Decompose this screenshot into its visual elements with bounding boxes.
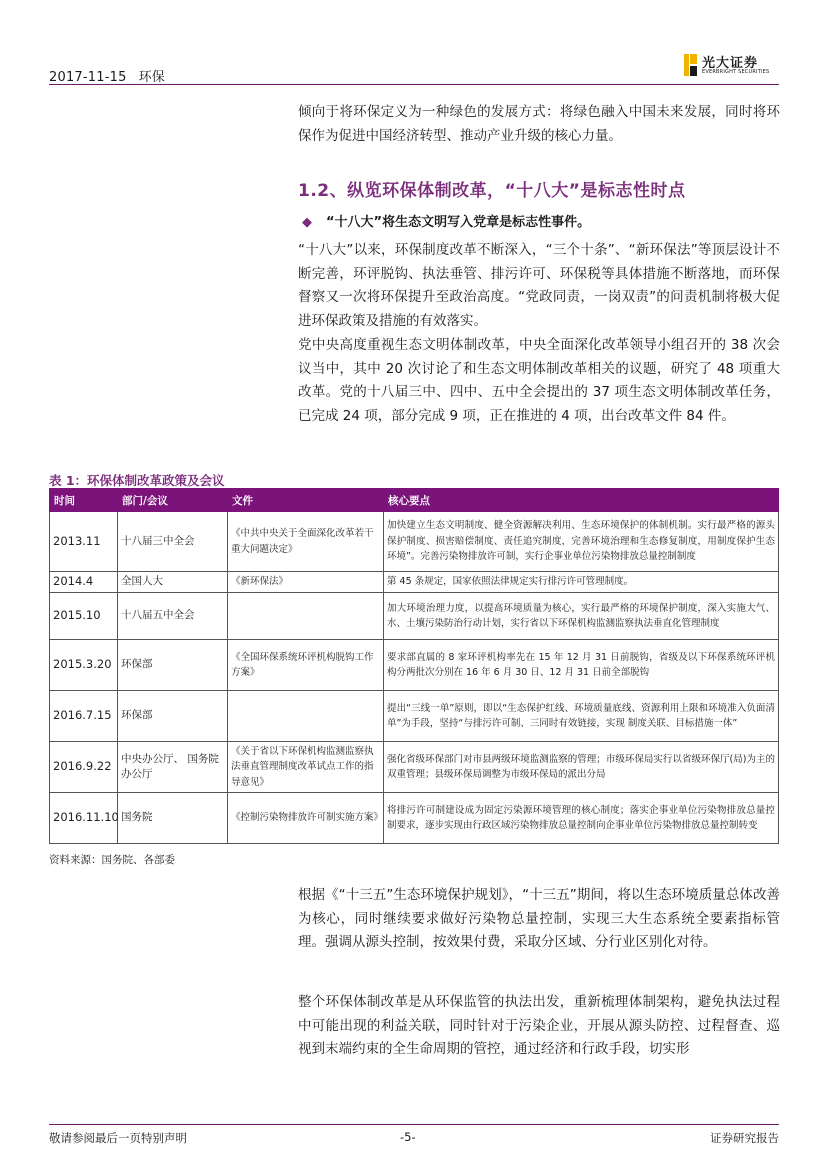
- table-header-cell: 部门/会议: [118, 489, 228, 512]
- footer-page-number: -5-: [400, 1130, 416, 1144]
- table-row: [50, 512, 779, 572]
- body-paragraph-1: “十八大”以来，环保制度改革不断深入，“三个十条”、“新环保法”等顶层设计不断完善，环评脱钩、执法垂管、排污许可、环保税等具体措施不断落地，而环保督察又一次将环保提升至政治高度。“党政同责，一岗双责”的问责机制将极大促进环保政策及措施的有效落实。: [298, 242, 780, 329]
- table-cell: 强化省级环保部门对市县两级环境监测监察的管理；市级环保局实行以省级环保厅(局)为主的双重管理；县级环保局调整为市级环保局的派出分局: [384, 742, 779, 793]
- header-date-category: [49, 66, 165, 85]
- table-cell: [228, 691, 384, 742]
- header-date: 2017-11-15: [49, 70, 127, 85]
- diamond-bullet-icon: ◆: [302, 215, 312, 230]
- footer-divider: [49, 1124, 779, 1125]
- table-cell: 《新环保法》: [228, 572, 384, 593]
- section-title: 1.2、纵览环保体制改革，“十八大”是标志性时点: [298, 181, 686, 201]
- table-header-cell: 时间: [50, 489, 118, 512]
- company-logo: [684, 52, 779, 80]
- logo-mark-icon: [684, 54, 697, 76]
- section-bullet: [302, 211, 590, 230]
- table-header-cell: 文件: [228, 489, 384, 512]
- table-row: [50, 691, 779, 742]
- intro-paragraph: 倾向于将环保定义为一种绿色的发展方式：将绿色融入中国未来发展，同时将环保作为促进中国经济转型、推动产业升级的核心力量。: [298, 104, 780, 144]
- body-paragraph-2: 党中央高度重视生态文明体制改革，中央全面深化改革领导小组召开的 38 次会议当中，其中 20 次讨论了和生态文明体制改革相关的议题，研究了 48 项重大改革。党的十八届三中、四中、五中全会提出的 37 项生态文明体制改革任务，已完成 24 项，部分完成 9 项，正在推进的 4 项，出台改革文件 84 件。: [298, 337, 780, 424]
- table-row: [50, 572, 779, 593]
- table-cell: [228, 593, 384, 640]
- table-source: 资料来源：国务院、各部委: [49, 854, 175, 866]
- table-row: [50, 793, 779, 844]
- closing-paragraph-1: 根据《“十三五”生态环境保护规划》，“十三五”期间，将以生态环境质量总体改善为核心，同时继续要求做好污染物总量控制，实现三大生态系统全要素指标管理。强调从源头控制，按效果付费，采取分区域、分行业区别化对待。: [298, 887, 780, 950]
- table-cell: 2015.3.20: [50, 640, 118, 691]
- table-cell: 《中共中央关于全面深化改革若干重大问题决定》: [228, 512, 384, 572]
- table-cell: 将排污许可制建设成为固定污染源环境管理的核心制度；落实企事业单位污染物排放总量控制要求，逐步实现由行政区域污染物排放总量控制向企事业单位污染物排放总量控制转变: [384, 793, 779, 844]
- table-cell: 国务院: [118, 793, 228, 844]
- table-cell: 全国人大: [118, 572, 228, 593]
- table-cell: 《关于省以下环保机构监测监察执法垂直管理制度改革试点工作的指导意见》: [228, 742, 384, 793]
- table-cell: 2016.11.10: [50, 793, 118, 844]
- policy-table: [49, 488, 779, 844]
- table-cell: 2016.7.15: [50, 691, 118, 742]
- table-row: [50, 742, 779, 793]
- logo-english: EVERBRIGHT SECURITIES: [702, 69, 770, 75]
- table-title: 表 1：环保体制改革政策及会议: [49, 473, 225, 488]
- table-cell: 加大环境治理力度，以提高环境质量为核心，实行最严格的环境保护制度，深入实施大气、水、土壤污染防治行动计划，实行省以下环保机构监测监察执法垂直化管理制度: [384, 593, 779, 640]
- table-cell: 2014.4: [50, 572, 118, 593]
- closing-paragraph-2: 整个环保体制改革是从环保监管的执法出发，重新梳理体制架构，避免执法过程中可能出现的利益关联，同时针对于污染企业，开展从源头防控、过程督查、巡视到末端约束的全生命周期的管控，通过经济和行政手段，切实形: [298, 994, 780, 1057]
- footer-doc-type: 证券研究报告: [710, 1131, 779, 1145]
- header-divider: [49, 84, 779, 85]
- header-category: 环保: [138, 70, 165, 85]
- footer-disclaimer: 敬请参阅最后一页特别声明: [49, 1131, 187, 1145]
- table-cell: 2016.9.22: [50, 742, 118, 793]
- table-cell: 《全国环保系统环评机构脱钩工作方案》: [228, 640, 384, 691]
- table-row: [50, 593, 779, 640]
- table-cell: 十八届三中全会: [118, 512, 228, 572]
- table-cell: 要求部直属的 8 家环评机构率先在 15 年 12 月 31 日前脱钩，省级及以下环保系统环评机构分两批次分别在 16 年 6 月 30 日、12 月 31 日前全部脱钩: [384, 640, 779, 691]
- table-cell: 中央办公厅、 国务院办公厅: [118, 742, 228, 793]
- table-cell: 环保部: [118, 691, 228, 742]
- table-cell: 第 45 条规定，国家依照法律规定实行排污许可管理制度。: [384, 572, 779, 593]
- logo-name: 光大证券: [702, 56, 759, 71]
- table-cell: 环保部: [118, 640, 228, 691]
- table-cell: 2013.11: [50, 512, 118, 572]
- table-cell: 提出“三线一单”原则，即以“生态保护红线、环境质量底线、资源利用上限和环境准入负面清单”为手段，坚持“与排污许可制、三同时有效链接，实现 制度关联、目标措施一体”: [384, 691, 779, 742]
- bullet-text: “十八大”将生态文明写入党章是标志性事件。: [326, 215, 591, 230]
- table-cell: 十八届五中全会: [118, 593, 228, 640]
- table-header-row: [50, 489, 779, 512]
- table-cell: 2015.10: [50, 593, 118, 640]
- table-cell: 加快建立生态文明制度、健全资源解决利用、生态环境保护的体制机制。实行最严格的源头保护制度、损害赔偿制度、责任追究制度，完善环境治理和生态修复制度，用制度保护生态环境”。完善污染物排放许可制，实行企事业单位污染物排放总量控制制度: [384, 512, 779, 572]
- table-header-cell: 核心要点: [384, 489, 779, 512]
- table-row: [50, 640, 779, 691]
- table-cell: 《控制污染物排放许可制实施方案》: [228, 793, 384, 844]
